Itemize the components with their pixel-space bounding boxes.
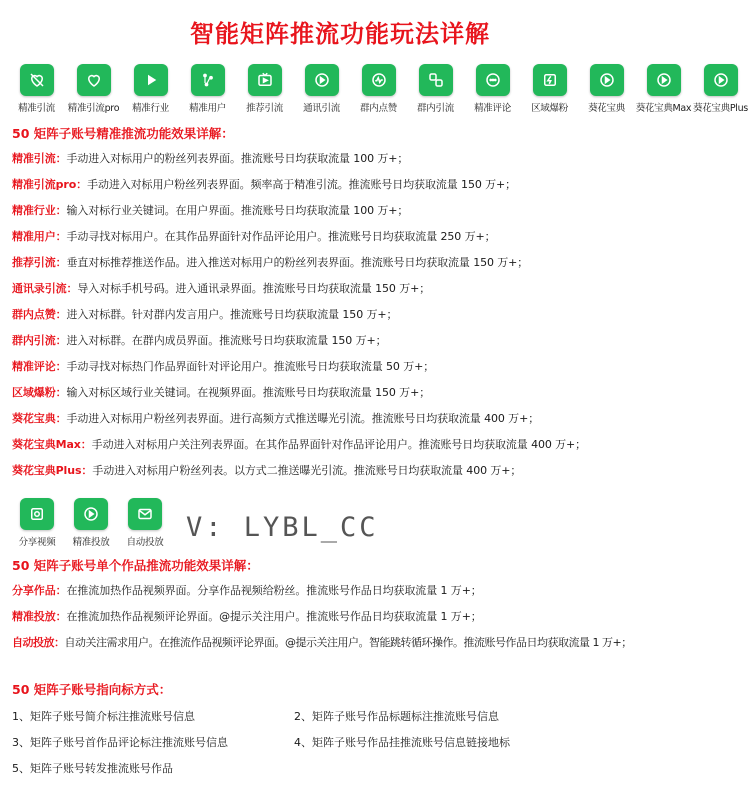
app-auto-delivery[interactable] bbox=[118, 498, 172, 548]
list-item: 4、矩阵子账号作品挂推流账号信息链接地标 bbox=[294, 736, 510, 749]
app-label: 精准引流pro bbox=[67, 103, 120, 114]
link-icon bbox=[419, 64, 453, 96]
app-kuihua-max[interactable] bbox=[635, 64, 692, 114]
feature-text: 导入对标手机号码。进入通讯录界面。推流账号日均获取流量 150 万+； bbox=[77, 282, 431, 295]
feature-text: 手动进入对标用户粉丝列表界面。频率高于精准引流。推流账号日均获取流量 150 万+； bbox=[87, 178, 517, 191]
feature-text: 手动寻找对标热门作品界面针对评论用户。推流账号日均获取流量 50 万+； bbox=[66, 360, 435, 373]
feature-text: 手动进入对标用户的粉丝列表界面。推流账号日均获取流量 100 万+； bbox=[66, 152, 409, 165]
app-label: 葵花宝典 bbox=[588, 103, 625, 114]
feature-line bbox=[12, 202, 408, 218]
app-precise-traffic[interactable] bbox=[8, 64, 65, 114]
app-label: 精准评论 bbox=[474, 103, 511, 114]
branch-icon bbox=[191, 64, 225, 96]
feature-line bbox=[12, 436, 586, 452]
mail-icon bbox=[128, 498, 162, 530]
tv-icon bbox=[248, 64, 282, 96]
feature-line bbox=[12, 176, 516, 192]
feature-text: 进入对标群。在群内成员界面。推流账号日均获取流量 150 万+； bbox=[66, 334, 387, 347]
feature-text: 输入对标行业关键词。在用户界面。推流账号日均获取流量 100 万+； bbox=[66, 204, 409, 217]
app-label: 精准引流 bbox=[18, 103, 55, 114]
app-label: 葵花宝典Max bbox=[635, 103, 692, 114]
app-contacts-traffic[interactable] bbox=[293, 64, 350, 114]
list-item: 5、矩阵子账号转发推流账号作品 bbox=[12, 762, 173, 775]
feature-key: 通讯录引流： bbox=[12, 282, 78, 295]
feature-line bbox=[12, 582, 482, 598]
app-recommend-traffic[interactable] bbox=[236, 64, 293, 114]
app-label: 区域爆粉 bbox=[531, 103, 568, 114]
play-circle-icon bbox=[704, 64, 738, 96]
list-item: 2、矩阵子账号作品标题标注推流账号信息 bbox=[294, 710, 499, 723]
app-precise-industry[interactable] bbox=[122, 64, 179, 114]
feature-key: 自动投放： bbox=[12, 636, 65, 649]
feature-line bbox=[12, 228, 496, 244]
feature-key: 分享作品： bbox=[12, 584, 67, 597]
heart-icon bbox=[77, 64, 111, 96]
app-label: 精准行业 bbox=[132, 103, 169, 114]
app-group-traffic[interactable] bbox=[407, 64, 464, 114]
feature-key: 精准引流： bbox=[12, 152, 67, 165]
single-work-icon-row bbox=[10, 498, 172, 548]
app-precise-delivery[interactable] bbox=[64, 498, 118, 548]
feature-text: 手动进入对标用户关注列表界面。在其作品界面针对作品评论用户。推流账号日均获取流量 400 万+； bbox=[91, 438, 587, 451]
feature-line bbox=[12, 384, 430, 400]
play-circle-icon bbox=[647, 64, 681, 96]
app-region-fans[interactable] bbox=[521, 64, 578, 114]
play-circle-icon bbox=[305, 64, 339, 96]
feature-text: 自动关注需求用户。在推流作品视频评论界面。@提示关注用户。智能跳转循环操作。推流账号作品日均获取流量 1 万+； bbox=[64, 636, 632, 649]
feature-key: 葵花宝典Max： bbox=[12, 438, 92, 451]
play-icon bbox=[134, 64, 168, 96]
feature-line bbox=[12, 280, 430, 296]
feature-key: 区域爆粉： bbox=[12, 386, 67, 399]
feature-line bbox=[12, 254, 528, 270]
feature-text: 进入对标群。针对群内发言用户。推流账号日均获取流量 150 万+； bbox=[66, 308, 398, 321]
app-kuihua[interactable] bbox=[578, 64, 635, 114]
feature-text: 手动进入对标用户粉丝列表。以方式二推送曝光引流。推流账号日均获取流量 400 万+； bbox=[92, 464, 522, 477]
app-precise-traffic-pro[interactable] bbox=[65, 64, 122, 114]
section-heading: 50 矩阵子账号单个作品推流功能效果详解： bbox=[12, 558, 259, 573]
section-heading: 50 矩阵子账号精准推流功能效果详解： bbox=[12, 126, 234, 141]
app-share-video[interactable] bbox=[10, 498, 64, 548]
share-video-icon bbox=[20, 498, 54, 530]
app-label: 葵花宝典Plus bbox=[693, 103, 748, 114]
chat-bubble-icon bbox=[476, 64, 510, 96]
feature-key: 精准评论： bbox=[12, 360, 67, 373]
feature-text: 在推流加热作品视频评论界面。@提示关注用户。推流账号作品日均获取流量 1 万+； bbox=[66, 610, 482, 623]
feature-line bbox=[12, 608, 482, 624]
app-label: 精准投放 bbox=[72, 537, 110, 548]
feature-line bbox=[12, 358, 434, 374]
pulse-circle-icon bbox=[362, 64, 396, 96]
app-label: 精准用户 bbox=[189, 103, 226, 114]
app-kuihua-plus[interactable] bbox=[692, 64, 749, 114]
feature-text: 在推流加热作品视频界面。分享作品视频给粉丝。推流账号作品日均获取流量 1 万+； bbox=[66, 584, 482, 597]
play-circle-icon bbox=[590, 64, 624, 96]
feature-text: 输入对标区域行业关键词。在视频界面。推流账号日均获取流量 150 万+； bbox=[66, 386, 431, 399]
feature-line bbox=[12, 306, 397, 322]
feature-key: 精准行业： bbox=[12, 204, 67, 217]
feature-line bbox=[12, 410, 539, 426]
feature-key: 精准引流pro： bbox=[12, 178, 88, 191]
app-label: 群内引流 bbox=[417, 103, 454, 114]
play-circle-icon bbox=[74, 498, 108, 530]
page-title: 智能矩阵推流功能玩法详解 bbox=[190, 20, 490, 48]
feature-line bbox=[12, 332, 387, 348]
feature-line bbox=[12, 634, 632, 650]
app-label: 推荐引流 bbox=[246, 103, 283, 114]
feature-key: 群内引流： bbox=[12, 334, 67, 347]
feature-text: 手动寻找对标用户。在其作品界面针对作品评论用户。推流账号日均获取流量 250 万+； bbox=[66, 230, 496, 243]
heart-slash-icon bbox=[20, 64, 54, 96]
feature-key: 群内点赞： bbox=[12, 308, 67, 321]
feature-text: 手动进入对标用户粉丝列表界面。进行高频方式推送曝光引流。推流账号日均获取流量 400 万+； bbox=[66, 412, 540, 425]
app-label: 自动投放 bbox=[126, 537, 164, 548]
feature-line bbox=[12, 150, 408, 166]
feature-key: 葵花宝典： bbox=[12, 412, 67, 425]
list-item: 3、矩阵子账号首作品评论标注推流账号信息 bbox=[12, 736, 228, 749]
app-group-like[interactable] bbox=[350, 64, 407, 114]
app-precise-comment[interactable] bbox=[464, 64, 521, 114]
feature-key: 精准用户： bbox=[12, 230, 67, 243]
app-label: 分享视频 bbox=[18, 537, 56, 548]
app-precise-user[interactable] bbox=[179, 64, 236, 114]
app-label: 群内点赞 bbox=[360, 103, 397, 114]
section-heading: 50 矩阵子账号指向标方式： bbox=[12, 682, 172, 697]
feature-line bbox=[12, 462, 521, 478]
feature-key: 葵花宝典Plus： bbox=[12, 464, 93, 477]
app-label: 通讯引流 bbox=[303, 103, 340, 114]
list-item: 1、矩阵子账号简介标注推流账号信息 bbox=[12, 710, 195, 723]
feature-text: 垂直对标推荐推送作品。进入推送对标用户的粉丝列表界面。推流账号日均获取流量 150 万+； bbox=[66, 256, 529, 269]
feature-icon-row bbox=[8, 64, 749, 114]
contact-watermark: V: LYBL_CC bbox=[186, 512, 379, 543]
bolt-icon bbox=[533, 64, 567, 96]
feature-key: 推荐引流： bbox=[12, 256, 67, 269]
feature-key: 精准投放： bbox=[12, 610, 67, 623]
